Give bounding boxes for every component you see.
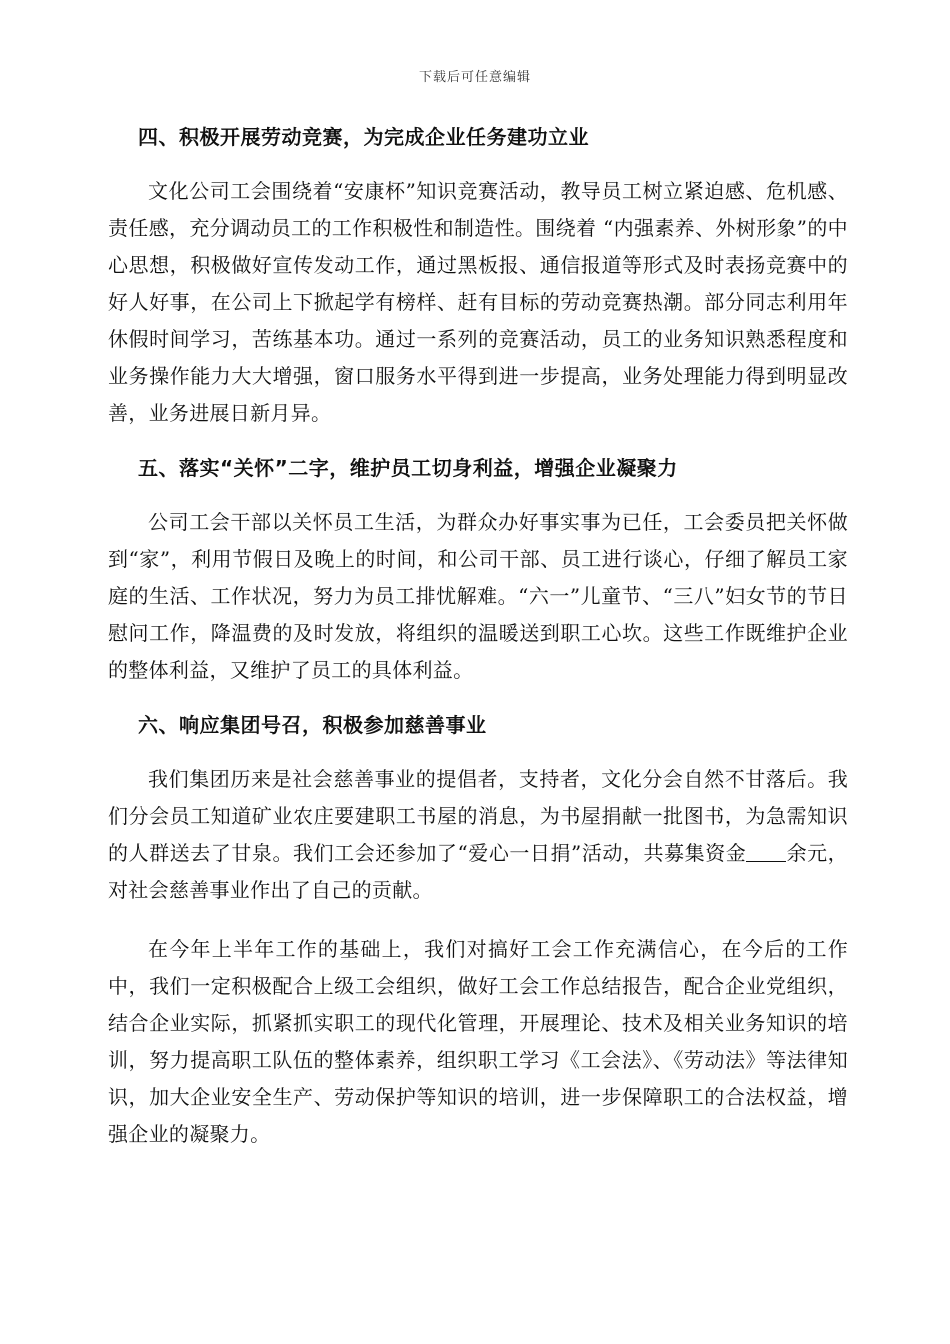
header-note: 下载后可任意编辑 [418, 70, 531, 85]
document-body [108, 117, 848, 1169]
amount-blank [746, 841, 786, 862]
section-heading-6: 六、响应集团号召，积极参加慈善事业 [138, 713, 487, 737]
section-paragraph-4: 文化公司工会围绕着“安康杯”知识竞赛活动，教导员工树立紧迫感、危机感、责任感，充分调动员工的工作积极性和制造性。围绕着 “内强素养、外树形象”的中心思想，积极做好宣传发动工作，通过黑板报、通信报道等形式及时表扬竞赛中的好人好事，在公司上下掀起学有榜样、赶有目标的劳动竞赛热潮。部分同志利用年休假时间学习，苦练基本功。通过一系列的竞赛活动，员工的业务知识熟悉程度和业务操作能力大大增强，窗口服务水平得到进一步提高，业务处理能力得到明显改善，业务进展日新月异。 [108, 179, 848, 425]
closing-paragraph: 在今年上半年工作的基础上，我们对搞好工会工作充满信心，在今后的工作中，我们一定积极配合上级工会组织，做好工会工作总结报告，配合企业党组织，结合企业实际，抓紧抓实职工的现代化管理，开展理论、技术及相关业务知识的培训，努力提高职工队伍的整体素养，组织职工学习《工会法》、《劳动法》等法律知识，加大企业安全生产、劳动保护等知识的培训，进一步保障职工的合法权益，增强企业的凝聚力。 [108, 937, 848, 1146]
section-heading-4: 四、积极开展劳动竞赛，为完成企业任务建功立业 [138, 125, 589, 149]
paragraph-text-after-blank: 余元，对社会慈善事业作出了自己的贡献。 [108, 841, 848, 902]
section-paragraph-6 [108, 761, 848, 909]
paragraph-text-before-blank: 我们集团历来是社会慈善事业的提倡者，支持者，文化分会自然不甘落后。我们分会员工知道矿业农庄要建职工书屋的消息，为书屋捐献一批图书，为急需知识的人群送去了甘泉。我们工会还参加了“爱心一日捐”活动，共募集资金 [108, 767, 848, 865]
section-heading-5: 五、落实“关怀”二字，维护员工切身利益，增强企业凝聚力 [138, 456, 678, 480]
section-paragraph-5: 公司工会干部以关怀员工生活，为群众办好事实事为已任，工会委员把关怀做到“家”，利用节假日及晚上的时间，和公司干部、员工进行谈心，仔细了解员工家庭的生活、工作状况，努力为员工排忧解难。“六一”儿童节、“三八”妇女节的节日慰问工作，降温费的及时发放，将组织的温暖送到职工心坎。这些工作既维护企业的整体利益，又维护了员工的具体利益。 [108, 510, 848, 682]
